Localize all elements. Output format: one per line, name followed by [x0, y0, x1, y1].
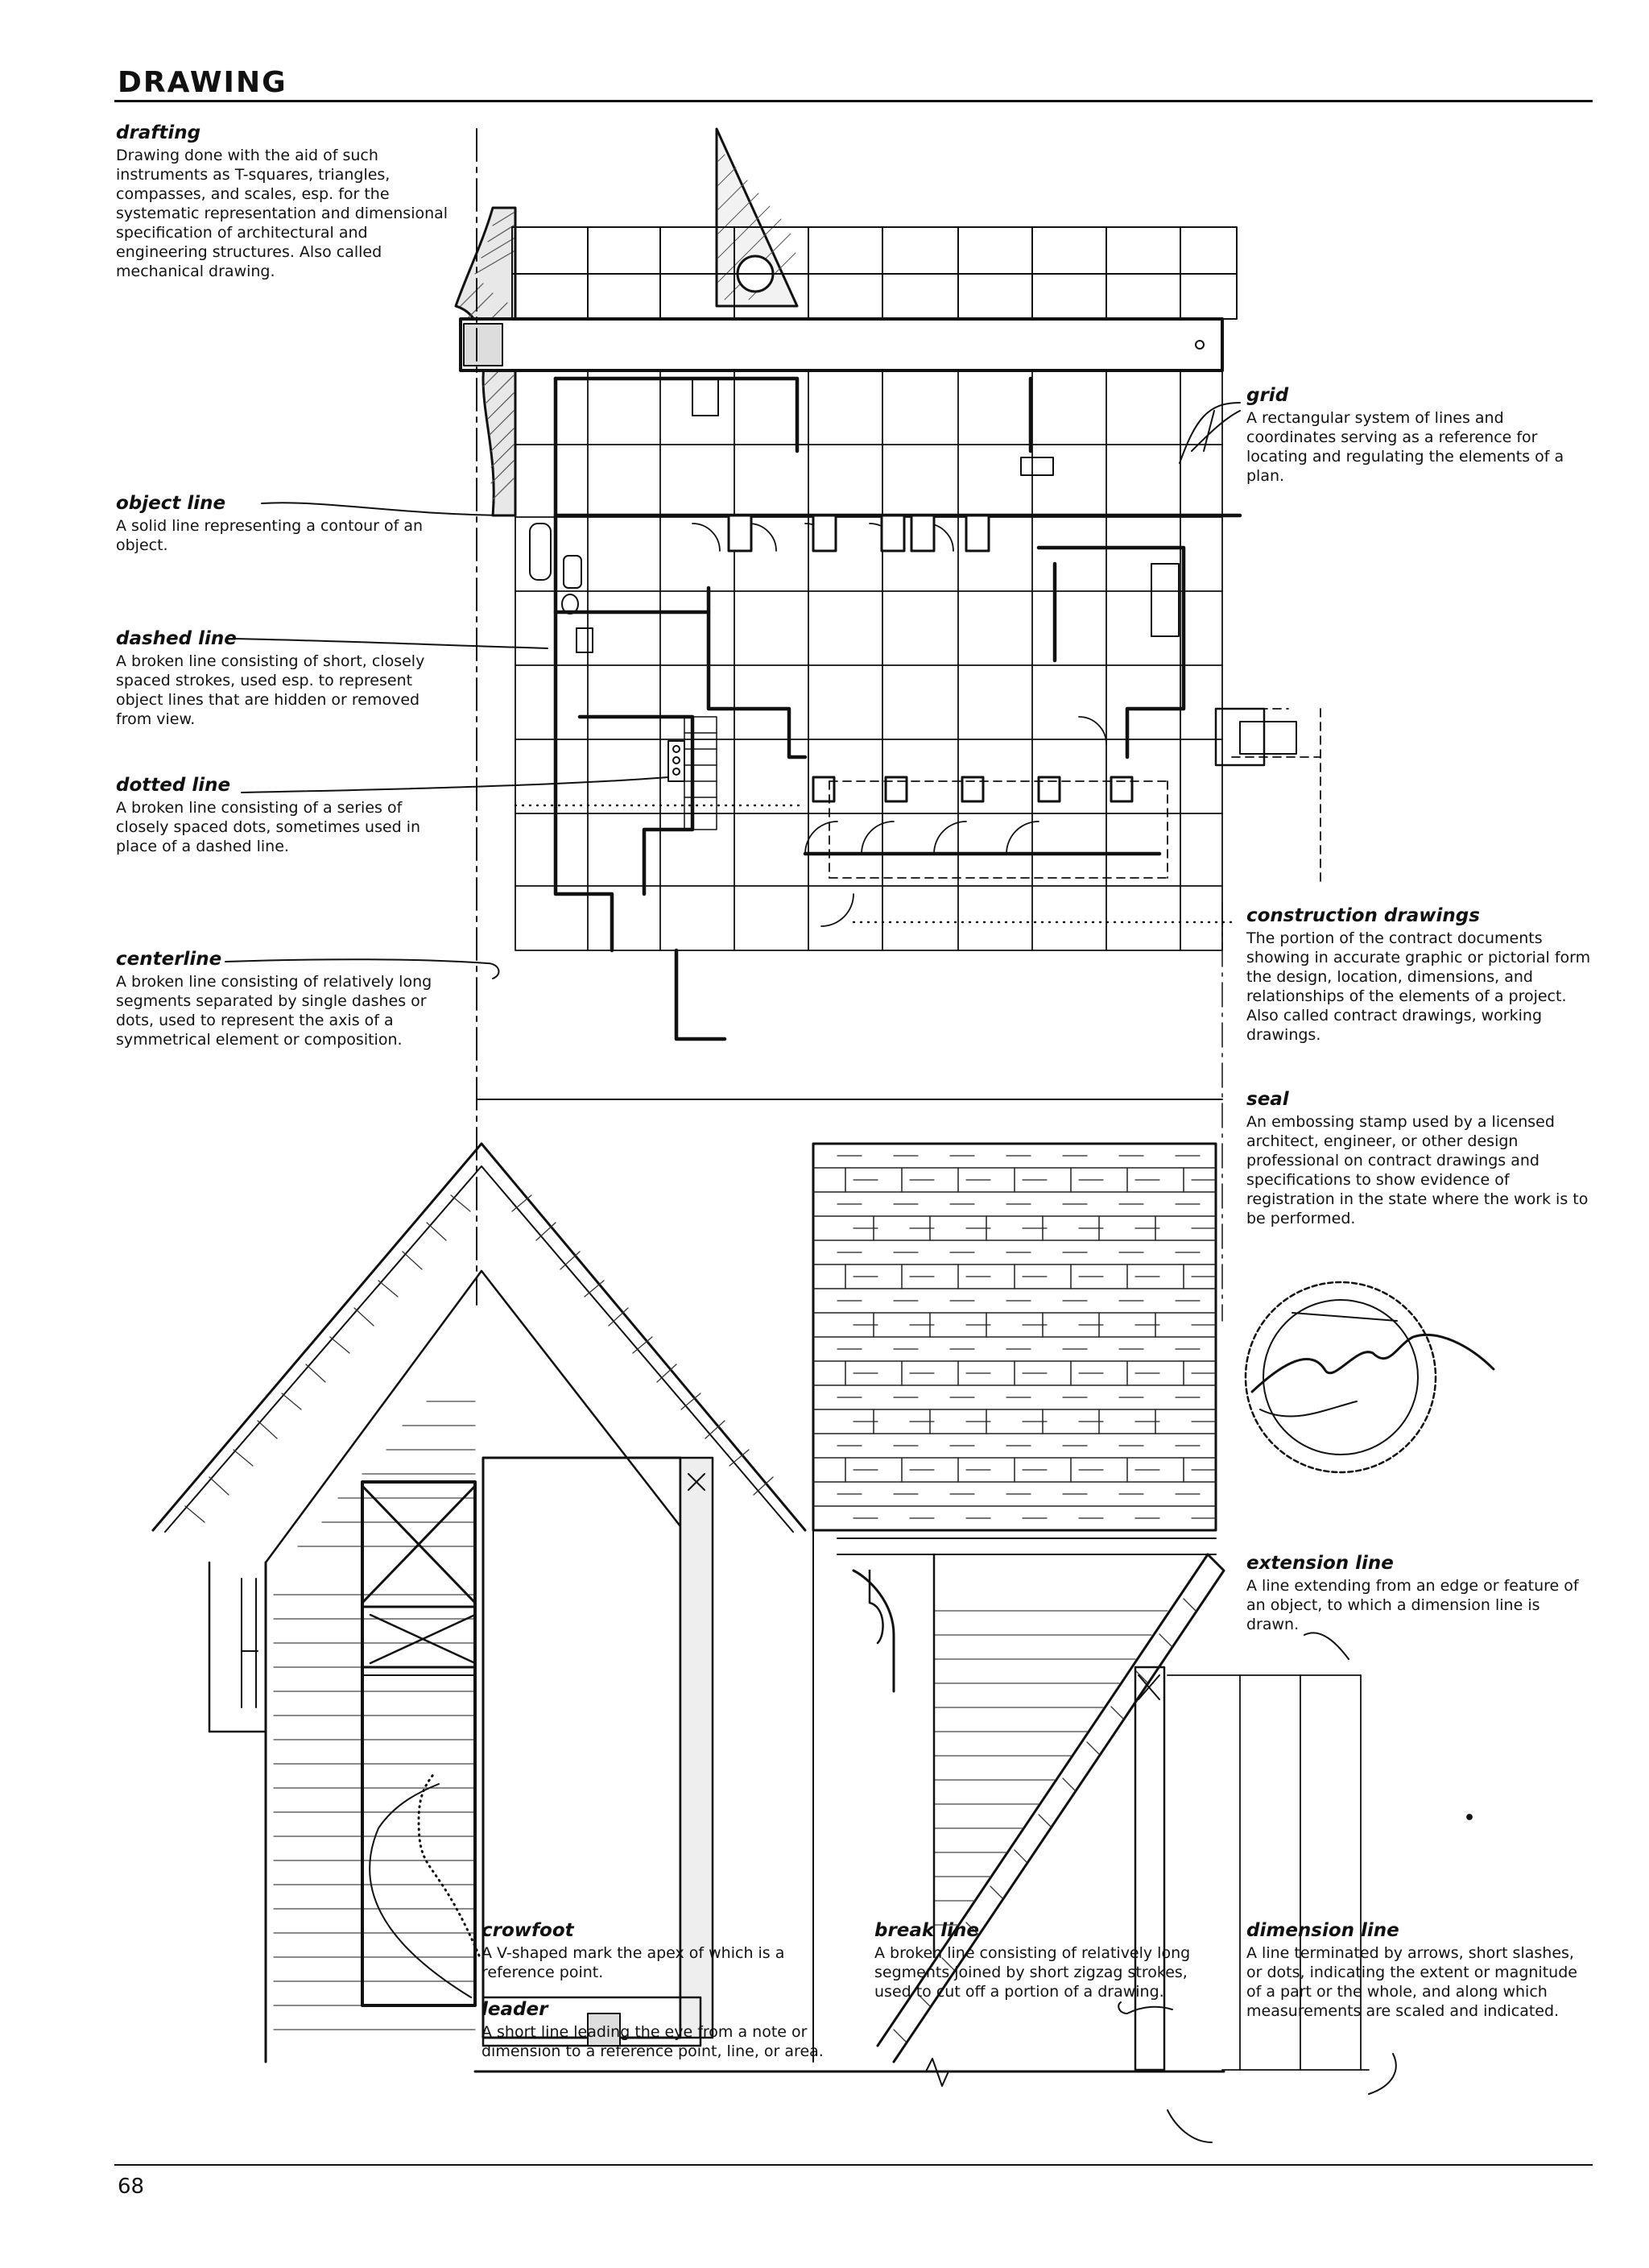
entry-seal — [1246, 1089, 1601, 1228]
entry-dotted-line — [116, 775, 438, 856]
term-object-line: object line — [116, 493, 226, 514]
entry-centerline — [116, 949, 446, 1049]
def-dotted-line: A broken line consisting of a series of closely spaced dots, sometimes used in place of a dashed line. — [116, 799, 421, 855]
entry-construction-drawings — [1246, 905, 1601, 1045]
term-centerline: centerline — [116, 949, 222, 970]
entry-crowfoot — [481, 1920, 820, 1982]
def-grid: A rectangular system of lines and coordinates serving as a reference for locating and regulating the elements of a plan. — [1246, 409, 1564, 485]
page-number: 68 — [118, 2175, 145, 2199]
term-extension-line: extension line — [1246, 1553, 1394, 1574]
term-crowfoot: crowfoot — [481, 1920, 574, 1941]
def-crowfoot: A V-shaped mark the apex of which is a reference point. — [481, 1944, 785, 1981]
entry-object-line — [116, 493, 438, 555]
def-leader: A short line leading the eye from a note or dimension to a reference point, line, or area. — [481, 2023, 824, 2060]
def-object-line: A solid line representing a contour of an object. — [116, 517, 424, 554]
def-drafting: Drawing done with the aid of such instruments as T-squares, triangles, compasses, and scales, esp. for the systematic representation and dimensional specification of architectural and engineering structures. Also called mechanical drawing. — [116, 147, 448, 280]
entry-extension-line — [1246, 1553, 1585, 1634]
term-dotted-line: dotted line — [116, 775, 231, 796]
def-extension-line: A line extending from an edge or feature of an object, to which a dimension line is drawn. — [1246, 1577, 1579, 1633]
entry-dashed-line — [116, 628, 446, 729]
term-dashed-line: dashed line — [116, 628, 237, 649]
def-construction-drawings: The portion of the contract documents showing in accurate graphic or pictorial form the design, location, dimensions, and relationships of the elements of a project. Also called contract drawings, working drawings. — [1246, 929, 1591, 1044]
term-break-line: break line — [874, 1920, 979, 1941]
floor-plan — [456, 129, 1320, 1039]
entry-drafting — [116, 122, 454, 281]
footer-rule — [114, 2164, 1593, 2166]
term-dimension-line: dimension line — [1246, 1920, 1399, 1941]
term-leader: leader — [481, 1999, 548, 2020]
section-title: DRAWING — [118, 66, 287, 99]
entry-break-line — [874, 1920, 1205, 2001]
seal-stamp — [1246, 1282, 1494, 1472]
entry-grid — [1246, 385, 1585, 486]
def-dimension-line: A line terminated by arrows, short slashes, or dots, indicating the extent or magnitude of a part or the whole, and along which measurements are scaled and indicated. — [1246, 1944, 1577, 2020]
entry-dimension-line — [1246, 1920, 1593, 2021]
def-centerline: A broken line consisting of relatively long segments separated by single dashes or dots, used to represent the axis of a symmetrical element or composition. — [116, 973, 432, 1049]
entry-leader — [481, 1999, 836, 2061]
term-grid: grid — [1246, 385, 1289, 406]
term-construction-drawings: construction drawings — [1246, 905, 1480, 926]
def-break-line: A broken line consisting of relatively long segments joined by short zigzag strokes, used to cut off a portion of a drawing. — [874, 1944, 1191, 2001]
def-seal: An embossing stamp used by a licensed architect, engineer, or other design professional on contract drawings and specifications to show evidence of registration in the state where the work is to be performed. — [1246, 1113, 1589, 1227]
term-drafting: drafting — [116, 122, 201, 143]
def-dashed-line: A broken line consisting of short, closely spaced strokes, used esp. to represent object lines that are hidden or removed from view. — [116, 652, 425, 728]
term-seal: seal — [1246, 1089, 1289, 1110]
